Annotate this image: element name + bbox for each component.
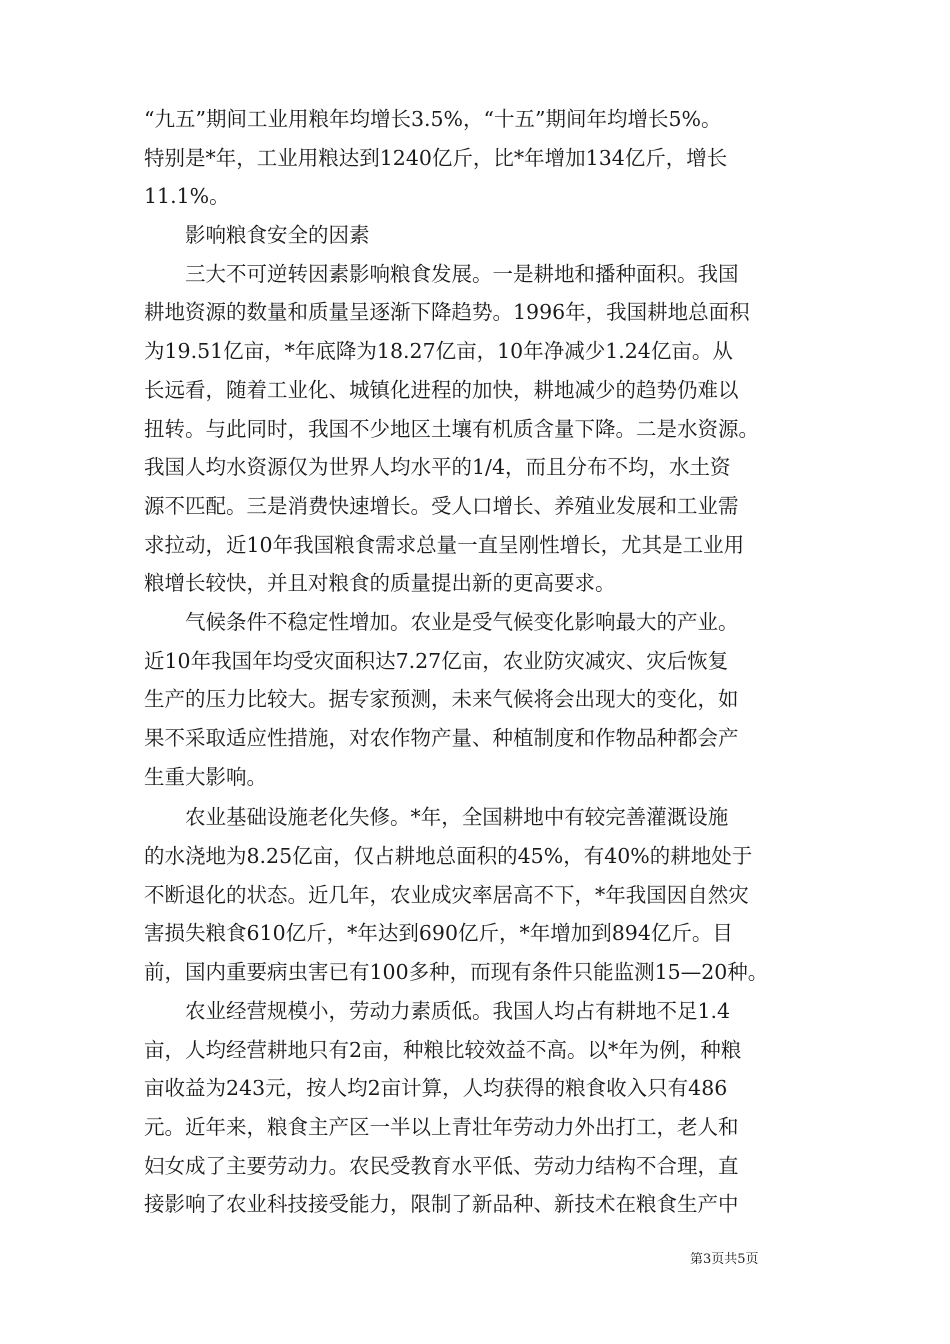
text-line: 求拉动，近10年我国粮食需求总量一直呈刚性增长，尤其是工业用 xyxy=(144,532,745,557)
paragraph-first-line: 农业经营规模小，劳动力素质低。我国人均占有耕地不足1.4 xyxy=(185,998,731,1023)
text-line: 特别是*年，工业用粮达到1240亿斤，比*年增加134亿斤，增长 xyxy=(144,145,728,170)
text-line: 生重大影响。 xyxy=(144,764,267,789)
text-line: 扭转。与此同时，我国不少地区土壤有机质含量下降。二是水资源。 xyxy=(144,416,759,441)
text-line: 接影响了农业科技接受能力，限制了新品种、新技术在粮食生产中 xyxy=(144,1192,739,1217)
document-body xyxy=(144,100,808,1224)
paragraph-first-line: 气候条件不稳定性增加。农业是受气候变化影响最大的产业。 xyxy=(185,609,739,634)
text-line: 亩收益为243元，按人均2亩计算，人均获得的粮食收入只有486 xyxy=(144,1076,728,1101)
text-line: 粮增长较快，并且对粮食的质量提出新的更高要求。 xyxy=(144,571,616,596)
text-line: 的水浇地为8.25亿亩，仅占耕地总面积的45%，有40%的耕地处于 xyxy=(144,844,753,869)
text-line: 亩，人均经营耕地只有2亩，种粮比较效益不高。以*年为例，种粮 xyxy=(144,1037,742,1062)
text-line: 生产的压力比较大。据专家预测，未来气候将会出现大的变化，如 xyxy=(144,687,739,712)
text-line: 长远看，随着工业化、城镇化进程的加快，耕地减少的趋势仍难以 xyxy=(144,377,739,402)
page-number: 第3页共5页 xyxy=(690,1252,759,1267)
text-line: 元。近年来，粮食主产区一半以上青壮年劳动力外出打工，老人和 xyxy=(144,1114,739,1139)
text-line: 源不匹配。三是消费快速增长。受人口增长、养殖业发展和工业需 xyxy=(144,493,739,518)
text-line: “九五”期间工业用粮年均增长3.5%，“十五”期间年均增长5%。 xyxy=(144,107,722,131)
text-line: 不断退化的状态。近几年，农业成灾率居高不下，*年我国因自然灾 xyxy=(144,882,749,907)
text-line: 害损失粮食610亿斤，*年达到690亿斤，*年增加到894亿斤。目 xyxy=(144,921,733,946)
text-line: 11.1%。 xyxy=(144,184,230,209)
text-line: 近10年我国年均受灾面积达7.27亿亩，农业防灾减灾、灾后恢复 xyxy=(144,648,729,673)
text-line: 前，国内重要病虫害已有100多种，而现有条件只能监测15—20种。 xyxy=(144,960,769,985)
section-heading: 影响粮食安全的因素 xyxy=(185,223,370,248)
text-line: 耕地资源的数量和质量呈逐渐下降趋势。1996年，我国耕地总面积 xyxy=(144,300,750,325)
text-line: 为19.51亿亩，*年底降为18.27亿亩，10年净减少1.24亿亩。从 xyxy=(144,339,733,364)
paragraph-first-line: 农业基础设施老化失修。*年，全国耕地中有较完善灌溉设施 xyxy=(185,805,729,830)
text-line: 果不采取适应性措施，对农作物产量、种植制度和作物品种都会产 xyxy=(144,726,739,750)
paragraph-first-line: 三大不可逆转因素影响粮食发展。一是耕地和播种面积。我国 xyxy=(185,261,739,286)
text-line: 妇女成了主要劳动力。农民受教育水平低、劳动力结构不合理，直 xyxy=(144,1153,739,1178)
text-line: 我国人均水资源仅为世界人均水平的1/4，而且分布不均，水土资 xyxy=(144,455,731,480)
